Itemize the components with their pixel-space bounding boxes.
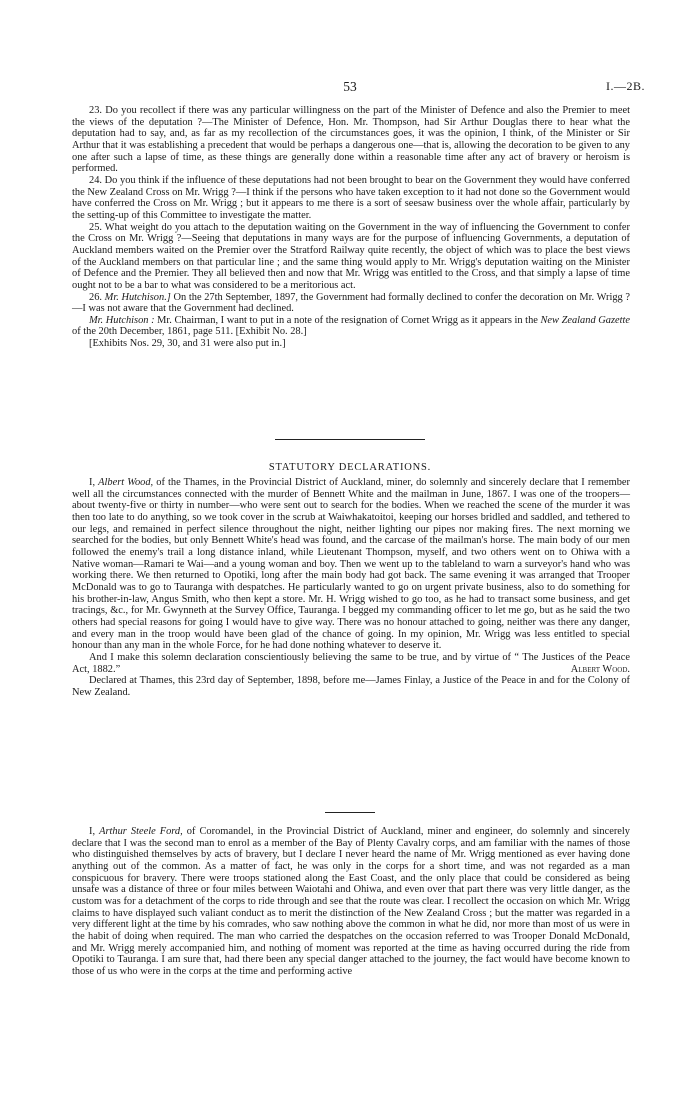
testimony-section [72, 105, 630, 350]
declaration-text: of the Thames, in the Provincial District of Auckland, miner, do solemnly and sincerely declare that I remember well all the circumstances connected with the murder of Bennett White and the mailman in June, 1867. I was one of the troopers—about twenty-five or thirty in number—who were sent out to search for the bodies. When we reached the scene of the murder it was then too late to do anything, so we took cover in the scrub at Waiwhakatoitoi, keeping our horses bridled and saddled, and tethered to our legs, and remained in perfect silence throughout the night, neither lighting our pipes nor making fires. The next morning we searched for the bodies, but only Bennett White's head was found, and the carcase of the mailman's horse. The main body of our men followed the enemy's trail a long distance inland, while Lieutenant Thompson, myself, and two others went on to Ohiwa with a Native woman—Ramari te Wai—and a young woman and boy. Then we went up to the tableland to warn a surveyor's hand who was working there. We then returned to Opotiki, long after the main body had got back. The same evening it was arranged that Trooper McDonald was to go to Tauranga with despatches. He particularly wanted to go on urgent private business, also to do something for his brother-in-law, Angus Smith, who then kept a store. Mr. H. Wrigg wished to go too, as he had to transact some business, and get tracings, &c., for Mr. Gwynneth at the Survey Office, Tauranga. I begged my commanding officer to let me go, but as he said the two others had special reasons for going I would have to give way. There was no honour attached to going, neither was there any danger, and every man in the troop would have been glad of the chance of going. In my opinion, Mr. Wrigg was less entitled to special honour than any man in the whole Force, for he had done nothing whatever to deserve it. [72, 477, 630, 652]
declarant-name: Albert Wood, [98, 477, 154, 488]
page-header [0, 79, 700, 97]
declaration-closing [72, 652, 630, 675]
testimony-question-24 [72, 175, 630, 222]
declaration-intro: I, [89, 826, 96, 837]
signature: Albert Wood. [570, 663, 630, 675]
exhibits-note: [Exhibits Nos. 29, 30, and 31 were also put in.] [89, 338, 286, 350]
testimony-question-25 [72, 222, 630, 292]
closing-text: And I make this solemn declaration conscientiously believing the same to be true, and by virtue of “ The Justices of the Peace Act, 1882.” [72, 651, 630, 675]
note-text-end: of the 20th December, 1861, page 511. [Exhibit No. 28.] [72, 326, 307, 338]
declaration-jurat: Declared at Thames, this 23rd day of September, 1898, before me—James Finlay, a Justice of the Peace in and for the Colony of New Zealand. [72, 675, 630, 698]
question-number: 25. [89, 221, 102, 233]
declaration-divider [325, 812, 375, 813]
speaker-name: Mr. Hutchison : [89, 314, 155, 326]
section-divider [275, 439, 425, 440]
page-number: 53 [343, 79, 357, 94]
hutchison-note [72, 315, 630, 338]
speaker-name: Mr. Hutchison.] [104, 291, 171, 303]
question-text: Do you recollect if there was any particular willingness on the part of the Minister of Defence and also the Premier to meet the views of the deputation ?—The Minister of Defence, Hon. Mr. Thompson, had Sir Arthur Douglas there to hear what the deputation had to say, and, as far as my recollection of the circumstances goes, it was the opinion, I think, of the Minister or Sir Arthur that it was establishing a precedent that would be perhaps a dangerous one—that is, allowing the decoration to be given to any one after such a lapse of time, as these things are generally done within a reasonable time after any act of bravery or heroism is performed. [72, 105, 630, 175]
declaration-text: of Coromandel, in the Provincial District of Auckland, miner and engineer, do solemnly and sincerely declare that I was the second man to enrol as a member of the Bay of Plenty Cavalry corps, and am familiar with the names of those who distinguished themselves by acts of bravery, but I declare I never heard the name of Mr. Wrigg mentioned as ever having done anything out of the common. As a matter of fact, he was only in the corps for a short time, and was not regarded as a man conspicuous for bravery. There were troops stationed along the East Coast, and the only place that could be considered as being unsafe was a distance of three or four miles between Waiotahi and Ohiwa, and even over that part there was very little danger, as the custom was for a detachment of the corps to ride through and see that the route was clear. I recollect the occasion on which Mr. Wrigg claims to have displayed such valiant conduct as to merit the distinction of the New Zealand Cross ; but the matter was regarded in a very different light at the time by his comrades, who saw nothing above the common in what he did, nor more than most of us were in the habit of doing when required. The man who carried the despatches on the occasion referred to was Trooper Donald McDonald, and Mr. Wrigg merely accompanied him, and nothing of moment was reported at the time as having occurred during the ride from Opotiki to Tauranga. I am sure that, had there been any special danger attached to the journey, the fact would have become known to those of us who were in the corps at the time and performing active [72, 826, 630, 977]
question-text: On the 27th September, 1897, the Government had formally declined to confer the decoration on Mr. Wrigg ?—I was not aware that the Government had declined. [72, 291, 630, 315]
question-text: What weight do you attach to the deputation waiting on the Government in the way of influencing the Government to confer the Cross on Mr. Wrigg ?—Seeing that deputations in many ways are for the purpose of influencing Governments, a deputation of Auckland members waited on the Premier over the Stratford Railway quite recently, the object of which was to place the best views of the Auckland members on that particular line ; and the same thing would apply to Mr. Wrigg's deputation waiting on the Minister of Defence and the Premier. They all believed then and now that Mr. Wrigg was entitled to the Cross, and that simply a lapse of time ought not to be a bar to what was considered to be a meritorious act. [72, 221, 630, 291]
testimony-question-26 [72, 292, 630, 315]
statutory-declarations-heading: STATUTORY DECLARATIONS. [268, 462, 432, 473]
question-number: 24. [89, 174, 102, 186]
declaration-body [72, 477, 630, 652]
question-number: 23. [89, 105, 102, 116]
testimony-question-23 [72, 105, 630, 175]
declaration-intro: I, [89, 477, 96, 488]
declaration-albert-wood [72, 477, 630, 698]
question-text: Do you think if the influence of these deputations had not been brought to bear on the Government they would have conferred the New Zealand Cross on Mr. Wrigg ?—I think if the persons who have taken exception to it had not done so the Government would have conferred the Cross on Mr. Wrigg ; but it appears to me there is a sort of seesaw business over the whole affair, particularly by the setting-up of this Committee to investigate the matter. [72, 174, 630, 221]
declaration-arthur-steele-ford [72, 826, 630, 978]
question-number: 26. [89, 291, 102, 303]
declaration-body [72, 826, 630, 978]
note-text: Mr. Chairman, I want to put in a note of the resignation of Cornet Wrigg as it appears in the [157, 314, 538, 326]
declarant-name: Arthur Steele Ford, [99, 826, 183, 837]
gazette-title: New Zealand Gazette [540, 314, 630, 326]
document-reference: I.—2B. [606, 79, 645, 93]
